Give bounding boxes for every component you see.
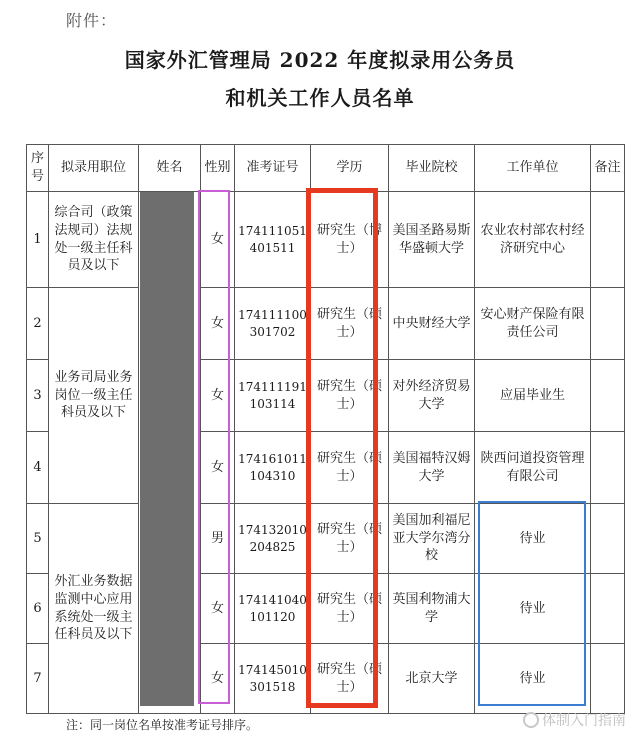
education-cell: 研究生（硕士）	[311, 644, 389, 714]
school-cell: 北京大学	[389, 644, 475, 714]
education-cell: 研究生（博士）	[311, 192, 389, 288]
header-education: 学历	[311, 145, 389, 192]
employer-cell: 待业	[475, 504, 591, 574]
seq-cell: 6	[27, 574, 49, 644]
header-school: 毕业院校	[389, 145, 475, 192]
position-cell: 业务司局业务岗位一级主任科员及以下	[49, 288, 139, 504]
exam-id-cell: 174111051401511	[235, 192, 311, 288]
school-cell: 对外经济贸易大学	[389, 360, 475, 432]
remarks-cell	[591, 192, 625, 288]
gender-cell: 女	[201, 192, 235, 288]
gender-cell: 女	[201, 360, 235, 432]
employer-cell: 待业	[475, 644, 591, 714]
exam-id-cell: 174111191103114	[235, 360, 311, 432]
gender-cell: 女	[201, 574, 235, 644]
education-cell: 研究生（硕士）	[311, 288, 389, 360]
employer-cell: 待业	[475, 574, 591, 644]
table-header-row	[27, 145, 625, 192]
name-redaction-block	[140, 192, 194, 706]
education-cell: 研究生（硕士）	[311, 360, 389, 432]
remarks-cell	[591, 432, 625, 504]
attachment-label: 附件：	[66, 11, 118, 30]
watermark-text: 体制入门指南	[542, 713, 626, 729]
unemployed-highlight-box	[478, 501, 586, 706]
position-cell: 综合司（政策法规司）法规处一级主任科员及以下	[49, 192, 139, 288]
header-seq: 序号	[27, 145, 49, 192]
header-exam-id: 准考证号	[235, 145, 311, 192]
exam-id-cell: 174141040101120	[235, 574, 311, 644]
position-cell: 外汇业务数据监测中心应用系统处一级主任科员及以下	[49, 504, 139, 714]
gender-cell: 女	[201, 432, 235, 504]
watermark-logo-icon	[523, 712, 539, 728]
remarks-cell	[591, 504, 625, 574]
remarks-cell	[591, 360, 625, 432]
exam-id-cell: 174132010204825	[235, 504, 311, 574]
employer-cell: 应届毕业生	[475, 360, 591, 432]
remarks-cell	[591, 574, 625, 644]
document-title-line2: 和机关工作人员名单	[225, 86, 415, 110]
remarks-cell	[591, 288, 625, 360]
seq-cell: 5	[27, 504, 49, 574]
school-cell: 美国圣路易斯华盛顿大学	[389, 192, 475, 288]
gender-highlight-box	[198, 190, 230, 704]
education-cell: 研究生（硕士）	[311, 574, 389, 644]
seq-cell: 7	[27, 644, 49, 714]
school-cell: 英国利物浦大学	[389, 574, 475, 644]
gender-cell: 男	[201, 504, 235, 574]
school-cell: 美国福特汉姆大学	[389, 432, 475, 504]
exam-id-cell: 174161011104310	[235, 432, 311, 504]
employer-cell: 农业农村部农村经济研究中心	[475, 192, 591, 288]
seq-cell: 2	[27, 288, 49, 360]
header-position: 拟录用职位	[49, 145, 139, 192]
employer-cell: 安心财产保险有限责任公司	[475, 288, 591, 360]
education-cell: 研究生（硕士）	[311, 432, 389, 504]
exam-id-cell: 174111100301702	[235, 288, 311, 360]
seq-cell: 1	[27, 192, 49, 288]
employer-cell: 陕西问道投资管理有限公司	[475, 432, 591, 504]
watermark	[523, 710, 626, 730]
header-remarks: 备注	[591, 145, 625, 192]
school-cell: 中央财经大学	[389, 288, 475, 360]
header-employer: 工作单位	[475, 145, 591, 192]
education-highlight-box	[306, 188, 378, 708]
remarks-cell	[591, 644, 625, 714]
header-gender: 性别	[201, 145, 235, 192]
document-title-line1: 国家外汇管理局 2022 年度拟录用公务员	[124, 48, 516, 72]
seq-cell: 4	[27, 432, 49, 504]
footnote: 注：同一岗位名单按准考证号排序。	[66, 718, 259, 732]
seq-cell: 3	[27, 360, 49, 432]
exam-id-cell: 174145010301518	[235, 644, 311, 714]
header-name: 姓名	[139, 145, 201, 192]
school-cell: 美国加利福尼亚大学尔湾分校	[389, 504, 475, 574]
gender-cell: 女	[201, 644, 235, 714]
gender-cell: 女	[201, 288, 235, 360]
education-cell: 研究生（硕士）	[311, 504, 389, 574]
